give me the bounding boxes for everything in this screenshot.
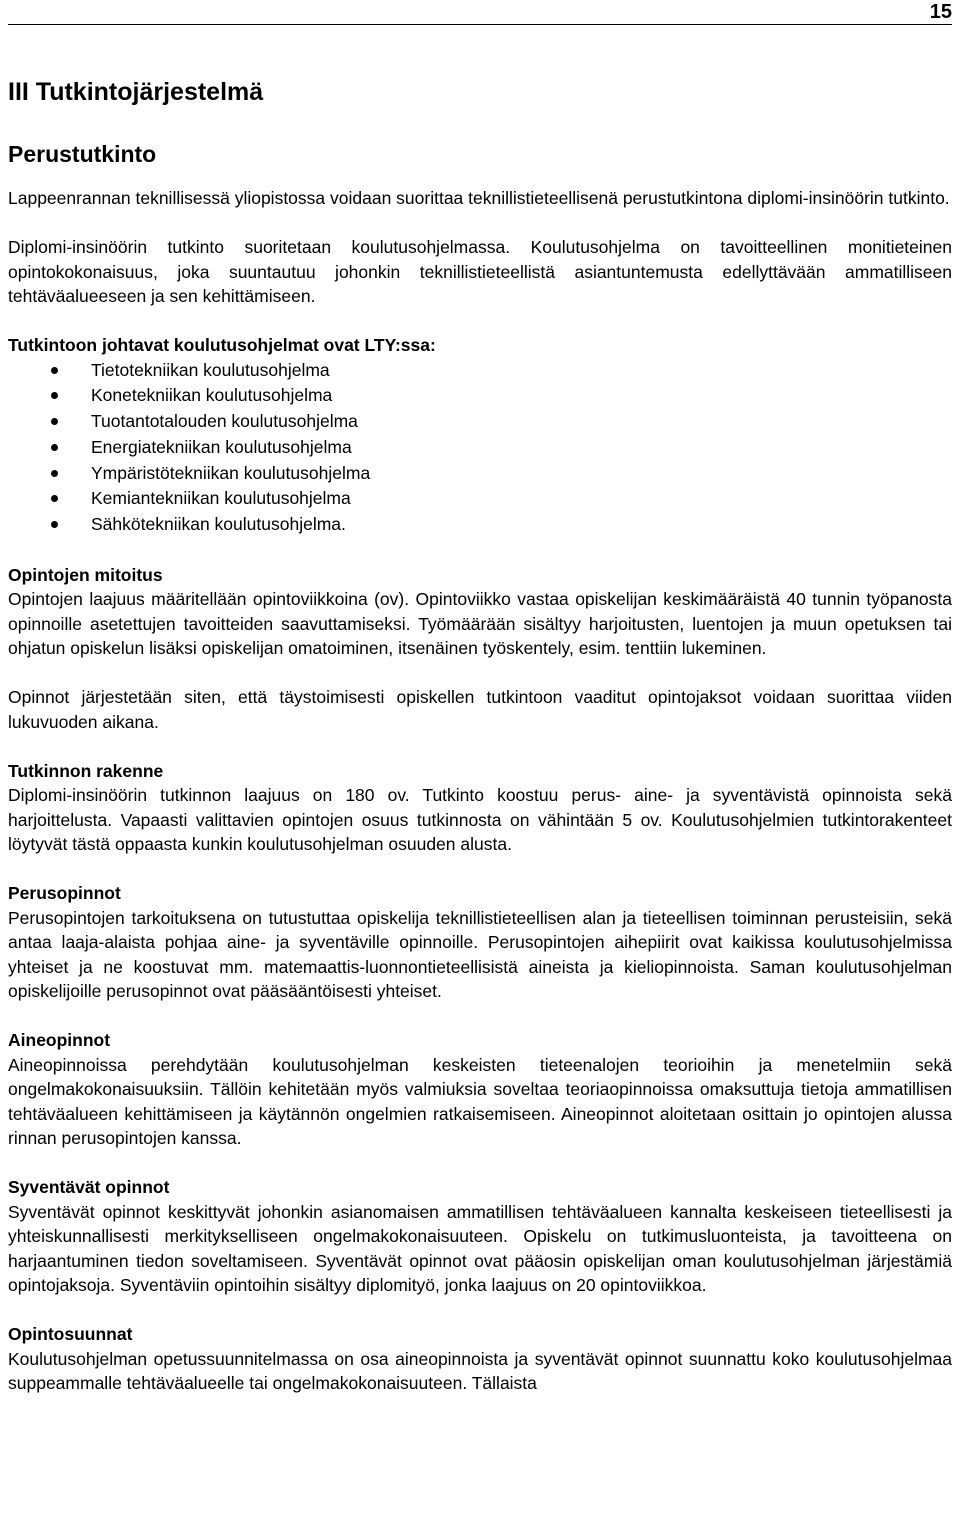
aineopinnot-heading: Aineopinnot [8, 1030, 111, 1051]
chapter-title: III Tutkintojärjestelmä [8, 78, 264, 106]
list-item-label: Tuotantotalouden koulutusohjelma [91, 411, 358, 432]
list-item [8, 358, 952, 384]
bullet-icon [51, 444, 58, 451]
list-item [8, 409, 952, 435]
bullet-icon [51, 495, 58, 502]
list-item [8, 512, 952, 538]
list-item-label: Energiatekniikan koulutusohjelma [91, 436, 352, 457]
mitoitus-paragraph: Opinnot järjestetään siten, että täystoimisesti opiskellen tutkintoon vaaditut opintojaksot voidaan suorittaa viiden lukuvuoden aikana. [8, 687, 952, 732]
list-item [8, 435, 952, 461]
perusopinnot-paragraph: Perusopintojen tarkoituksena on tutustuttaa opiskelija teknillistieteellisen alan ja tieteellisen toiminnan perusteisiin, sekä antaa laaja-alaista pohjaa aine- ja syventäville opinnoille. Perusopintojen aihepiirit ovat kaikissa koulutusohjelmissa yhteiset ja ne koostuvat mm. matemaattis-luonnontieteellisistä aineista ja kieliopinnoista. Saman koulutusohjelman opiskelijoille perusopinnot ovat pääsääntöisesti yhteiset. [8, 907, 952, 1002]
intro-paragraph: Diplomi-insinöörin tutkinto suoritetaan koulutusohjelmassa. Koulutusohjelma on tavoitteellinen monitieteinen opintokokonaisuus, joka suuntautuu johonkin teknillistieteellistä asiantuntemusta edellyttävään ammatilliseen tehtäväalueeseen ja sen kehittämiseen. [8, 237, 952, 306]
list-item-label: Kemiantekniikan koulutusohjelma [91, 488, 351, 509]
programs-heading: Tutkintoon johtavat koulutusohjelmat ovat LTY:ssa: [8, 335, 436, 355]
bullet-icon [51, 367, 58, 374]
bullet-icon [51, 521, 58, 528]
list-item-label: Sähkötekniikan koulutusohjelma. [91, 514, 346, 535]
header-rule [8, 24, 952, 25]
rakenne-paragraph: Diplomi-insinöörin tutkinnon laajuus on 180 ov. Tutkinto koostuu perus- aine- ja syventävistä opinnoista sekä harjoittelusta. Vapaasti valittavien opintojen osuus tutkinnosta on vähintään 5 ov. Koulutusohjelmien tutkintorakenteet löytyvät tästä oppaasta kunkin koulutusohjelman osuuden alusta. [8, 785, 952, 855]
bullet-icon [51, 418, 58, 425]
mitoitus-paragraph: Opintojen laajuus määritellään opintoviikkoina (ov). Opintoviikko vastaa opiskelijan keskimääräistä 40 tunnin työpanosta opinnoille asetettujen tavoitteiden saavuttamiseksi. Työmäärään sisältyy harjoitusten, luentojen ja muun opetuksen tai ohjatun opiskelun lisäksi opiskelijan omatoiminen, itsenäinen työskentely, esim. tenttiin lukeminen. [8, 589, 952, 659]
bullet-icon [51, 392, 58, 399]
aineopinnot-paragraph: Aineopinnoissa perehdytään koulutusohjelman keskeisten tieteenalojen teorioihin ja menetelmiin sekä ongelmakokonaisuuksiin. Tällöin kehitetään myös valmiuksia soveltaa teoriaopinnoissa omaksuttuja tietoja ammatillisen tehtäväalueen kehittämiseen ja käytännön ongelmien ratkaisemiseen. Aineopinnot aloitetaan osittain jo opintojen alussa rinnan perusopintojen kanssa. [8, 1054, 952, 1149]
list-item-label: Tietotekniikan koulutusohjelma [91, 359, 330, 380]
document-body [8, 74, 952, 1396]
mitoitus-heading: Opintojen mitoitus [8, 564, 163, 585]
page-number: 15 [929, 1, 952, 23]
rakenne-heading: Tutkinnon rakenne [8, 760, 164, 781]
opintosuunnat-paragraph: Koulutusohjelman opetussuunnitelmassa on osa aineopinnoista ja syventävät opinnot suunnattu koko koulutusohjelmaa suppeammalle tehtäväalueelle tai ongelmakokonaisuuteen. Tällaista [8, 1348, 952, 1394]
list-item [8, 461, 952, 487]
list-item-label: Ympäristötekniikan koulutusohjelma [91, 462, 371, 483]
syventavat-paragraph: Syventävät opinnot keskittyvät johonkin asianomaisen ammatillisen tehtäväalueen kannalta keskeiseen tieteellisesti ja yhteiskunnallisesti merkitykselliseen ongelmakokonaisuuteen. Opiskelu on tutkimusluonteista, ja tavoitteena on harjaantuminen tiedon soveltamiseen. Syventävät opinnot ovat pääosin opiskelijan oman koulutusohjelman järjestämiä opintojaksoja. Syventäviin opintoihin sisältyy diplomityö, jonka laajuus on 20 opintoviikkoa. [8, 1201, 952, 1296]
intro-paragraph: Lappeenrannan teknillisessä yliopistossa voidaan suorittaa teknillistieteellisenä perustutkintona diplomi-insinöörin tutkinto. [8, 188, 950, 208]
opintosuunnat-heading: Opintosuunnat [8, 1324, 133, 1345]
section-title: Perustutkinto [8, 141, 157, 167]
perusopinnot-heading: Perusopinnot [8, 883, 121, 904]
syventavat-heading: Syventävät opinnot [8, 1177, 170, 1198]
bullet-icon [51, 470, 58, 477]
list-item-label: Konetekniikan koulutusohjelma [91, 385, 333, 406]
list-item [8, 383, 952, 409]
list-item [8, 486, 952, 512]
programs-list [8, 358, 952, 539]
